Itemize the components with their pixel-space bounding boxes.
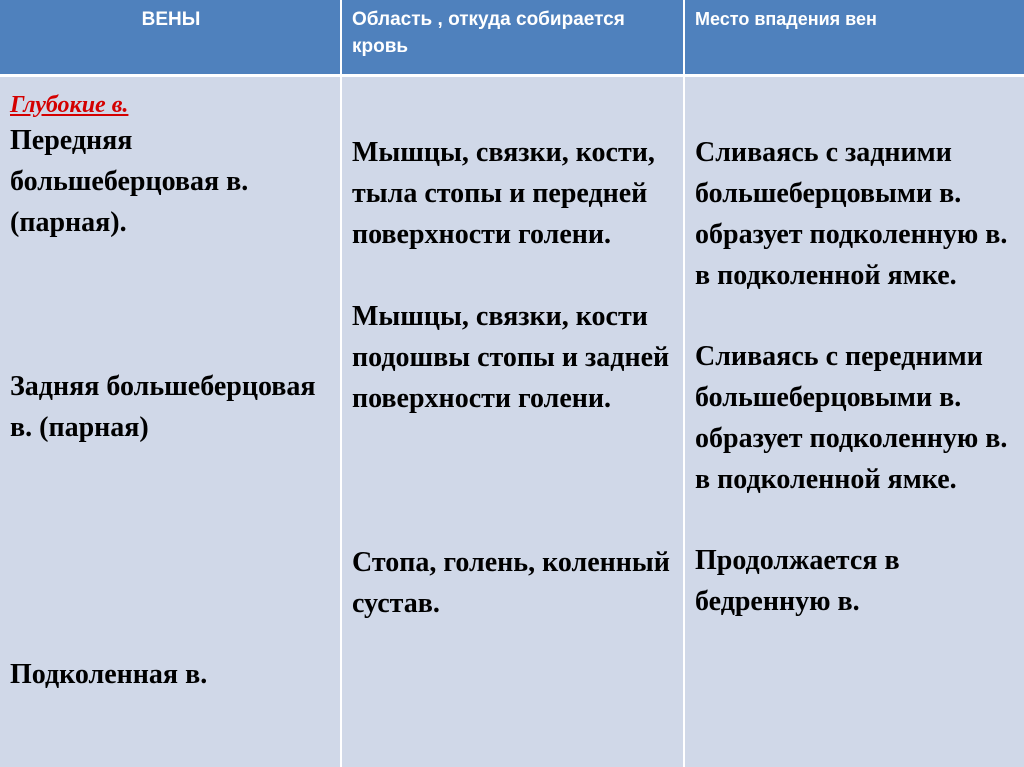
vein-name-anterior-tibial: Передняя большеберцовая в. (парная).	[10, 124, 249, 238]
header-region: Область , откуда собирается кровь	[341, 0, 684, 75]
spacer	[352, 255, 677, 296]
spacer	[10, 448, 334, 654]
drainage-anterior-tibial: Сливаясь с задними большеберцовыми в. образует подколенную в. в подколенной ямке.	[695, 136, 1008, 291]
region-column	[341, 75, 684, 767]
drainage-popliteal: Продолжается в бедренную в.	[695, 544, 900, 617]
header-drainage: Место впадения вен	[684, 0, 1024, 75]
region-posterior-tibial: Мышцы, связки, кости подошвы стопы и задней поверхности голени.	[352, 300, 670, 414]
drainage-column	[684, 75, 1024, 767]
header-row	[0, 0, 1024, 75]
spacer	[10, 243, 334, 366]
group-label-deep: Глубокие в.	[10, 91, 129, 118]
region-anterior-tibial: Мышцы, связки, кости, тыла стопы и передней поверхности голени.	[352, 136, 655, 250]
drainage-posterior-tibial: Сливаясь с передними большеберцовыми в. образует подколенную в. в подколенной ямке.	[695, 340, 1008, 495]
spacer	[352, 419, 677, 542]
vein-name-popliteal: Подколенная в.	[10, 658, 208, 690]
header-veins: ВЕНЫ	[0, 0, 341, 75]
region-popliteal: Стопа, голень, коленный сустав.	[352, 546, 670, 619]
spacer	[695, 296, 1018, 336]
vein-name-posterior-tibial: Задняя большеберцовая в. (парная)	[10, 370, 316, 443]
veins-column	[0, 75, 341, 767]
spacer	[695, 500, 1018, 540]
body-row	[0, 75, 1024, 767]
